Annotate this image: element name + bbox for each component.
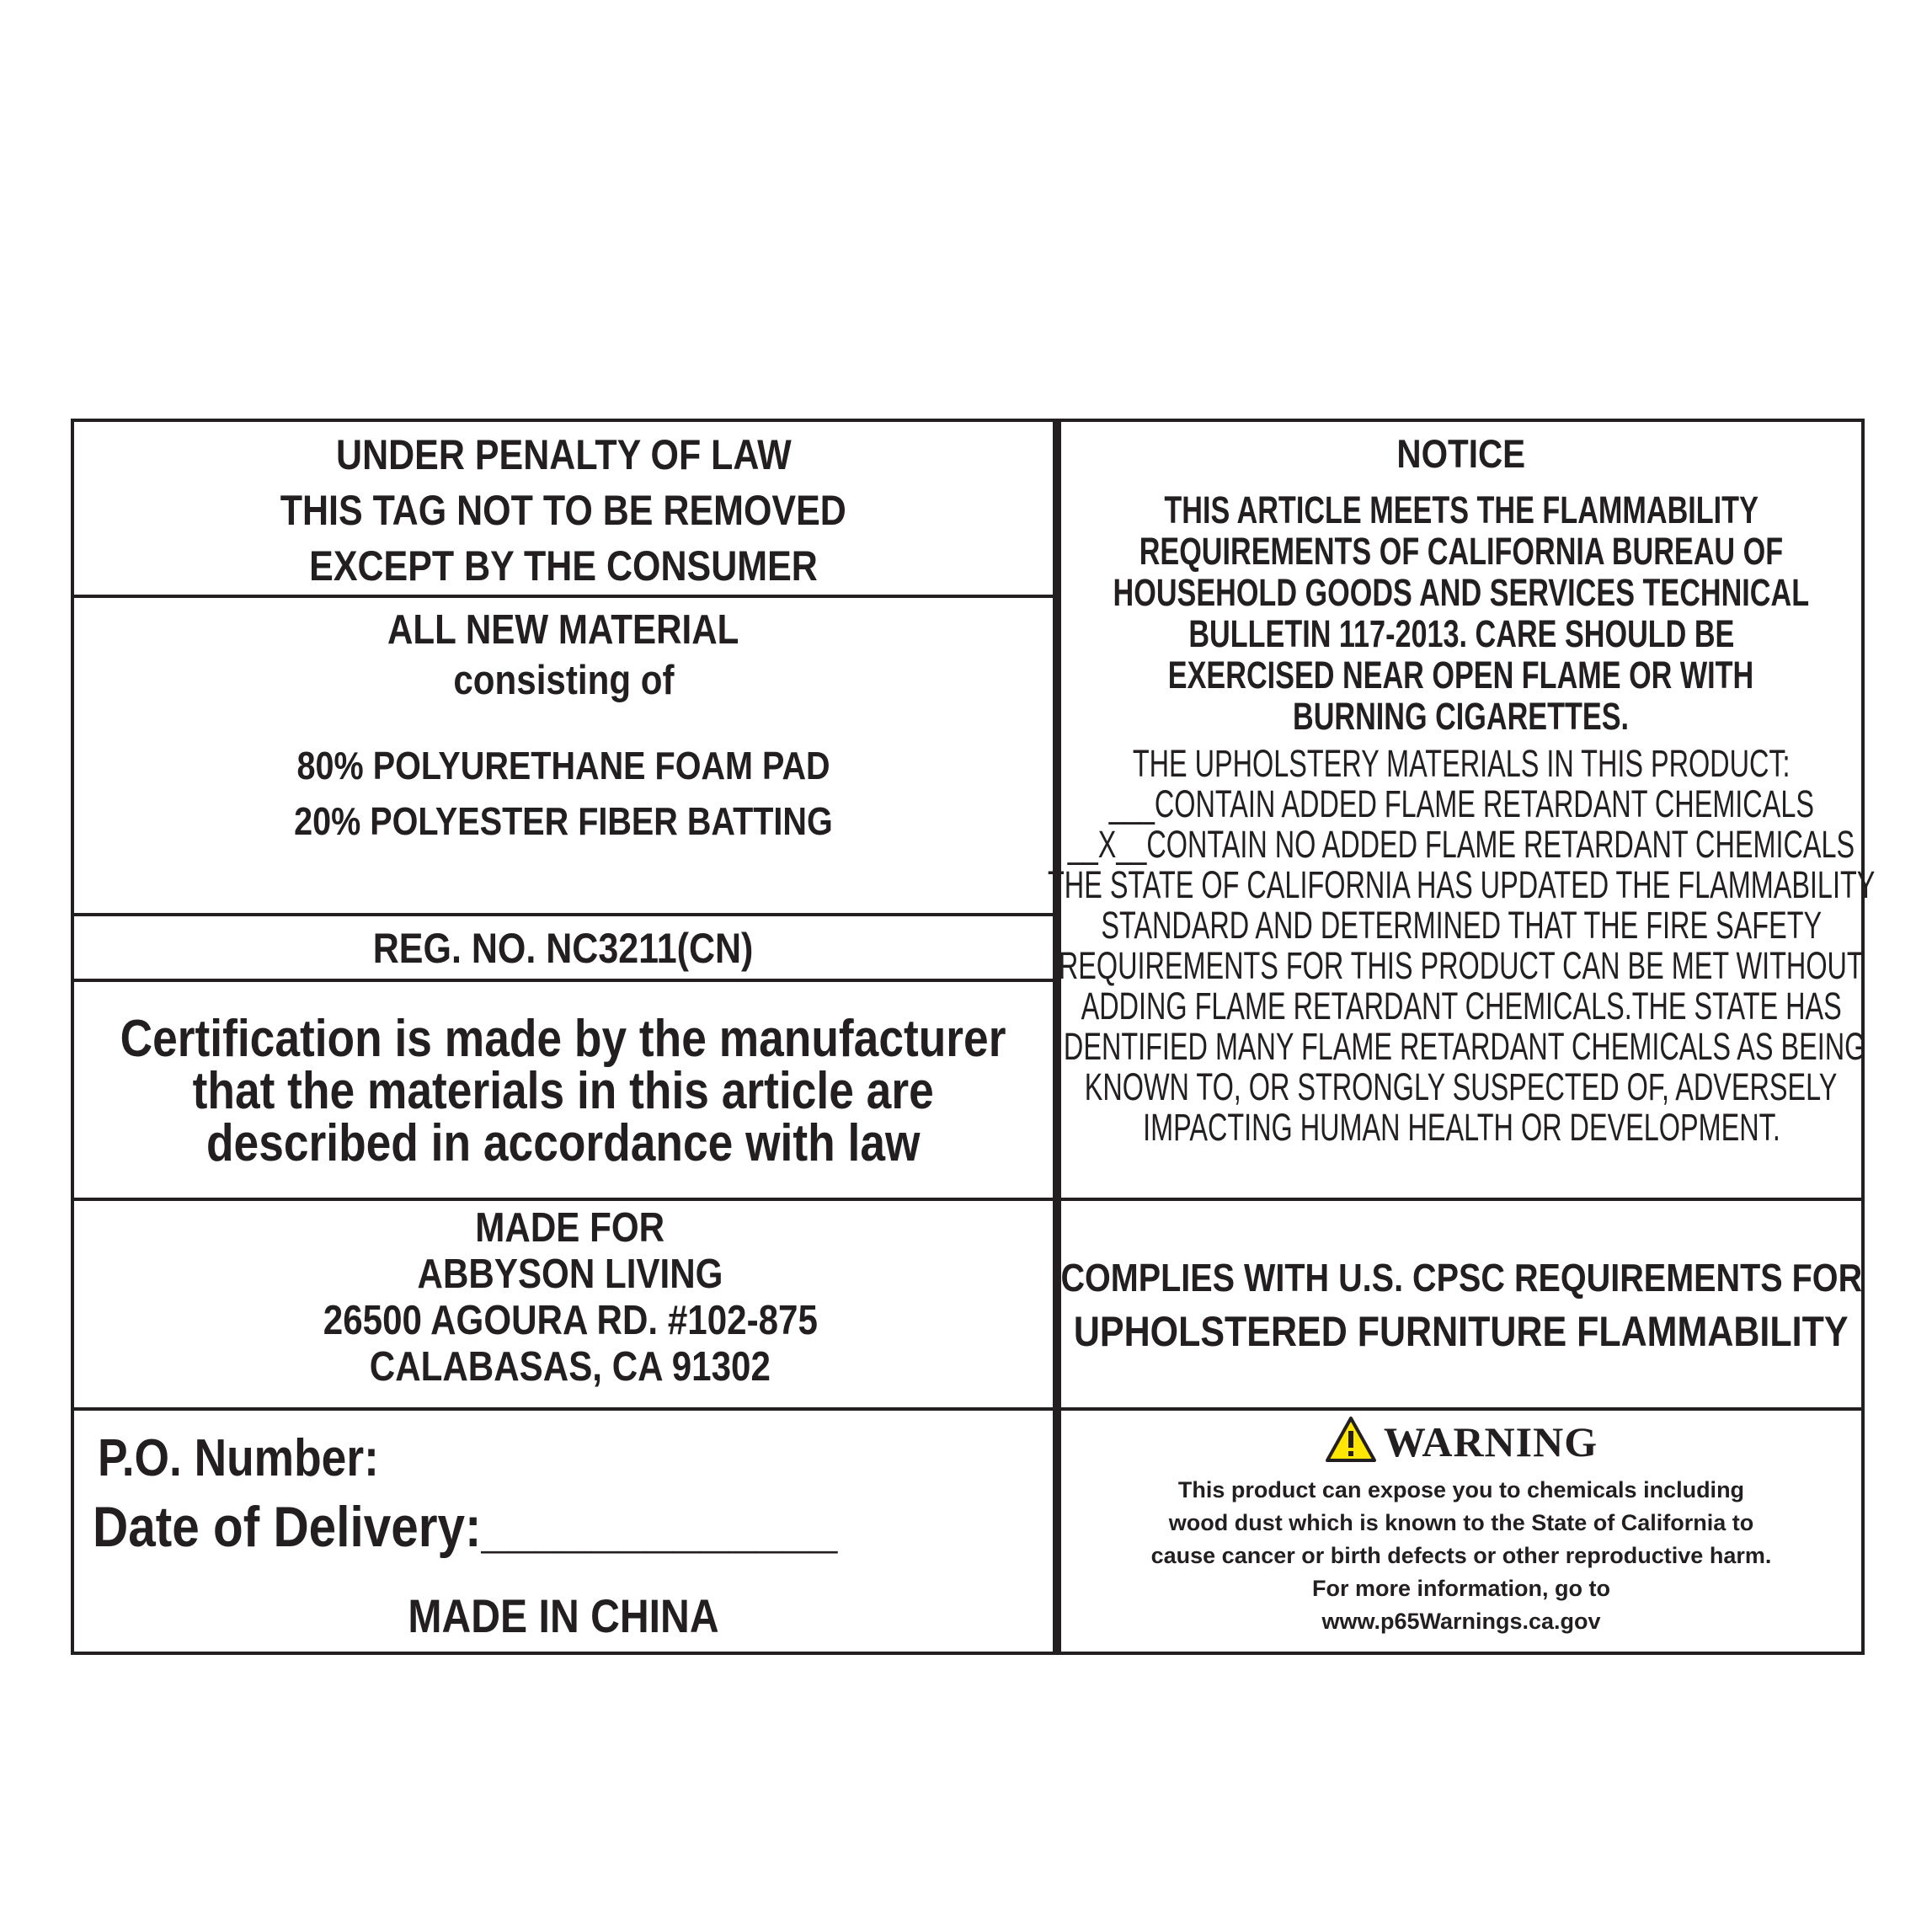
prop65-warning-section	[1061, 1416, 1861, 1656]
notice-body-line: IMPACTING HUMAN HEALTH OR DEVELOPMENT.	[1142, 1106, 1780, 1149]
notice-body-line: IDENTIFIED MANY FLAME RETARDANT CHEMICALS AS BEING	[1056, 1025, 1866, 1068]
made-for-line: MADE FOR	[475, 1205, 665, 1251]
notice-body-line: __X__CONTAIN NO ADDED FLAME RETARDANT CHEMICALS	[1067, 823, 1855, 866]
material-content: 80% POLYURETHANE FOAM PAD	[296, 744, 830, 787]
po-number-label: P.O. Number:	[98, 1429, 379, 1487]
penalty-line: UNDER PENALTY OF LAW	[335, 431, 792, 478]
warning-header	[1325, 1416, 1598, 1467]
warning-line: For more information, go to	[1312, 1576, 1610, 1601]
certification-section	[74, 986, 1053, 1197]
warning-line: wood dust which is known to the State of California to	[1168, 1510, 1754, 1535]
material-section	[74, 605, 1053, 908]
divider	[74, 1407, 1861, 1411]
notice-bold-line: REQUIREMENTS OF CALIFORNIA BUREAU OF	[1139, 530, 1784, 573]
cpsc-section	[1061, 1201, 1861, 1407]
notice-bold-line: BURNING CIGARETTES.	[1293, 695, 1630, 738]
notice-body-line: THE STATE OF CALIFORNIA HAS UPDATED THE FLAMMABILITY	[1047, 863, 1876, 906]
divider	[74, 913, 1053, 916]
country-of-origin: MADE IN CHINA	[408, 1589, 719, 1642]
notice-body-line: KNOWN TO, OR STRONGLY SUSPECTED OF, ADVERSELY	[1085, 1065, 1838, 1108]
reg-number: REG. NO. NC3211(CN)	[373, 925, 754, 972]
warning-line: This product can expose you to chemicals including	[1177, 1477, 1745, 1502]
notice-body-line: THE UPHOLSTERY MATERIALS IN THIS PRODUCT:	[1132, 742, 1791, 785]
warning-line: cause cancer or birth defects or other reproductive harm.	[1150, 1543, 1772, 1568]
notice-body-line: ADDING FLAME RETARDANT CHEMICALS.THE STATE HAS	[1081, 985, 1842, 1027]
notice-bold-line: BULLETIN 117-2013. CARE SHOULD BE	[1187, 612, 1735, 655]
cpsc-line: COMPLIES WITH U.S. CPSC REQUIREMENTS FOR	[1060, 1255, 1862, 1300]
made-for-section	[74, 1205, 1053, 1407]
penalty-line: EXCEPT BY THE CONSUMER	[309, 542, 818, 590]
penalty-line: THIS TAG NOT TO BE REMOVED	[280, 487, 847, 534]
warning-text	[1151, 1474, 1772, 1638]
notice-body-line: REQUIREMENTS FOR THIS PRODUCT CAN BE MET WITHOUT	[1059, 944, 1864, 987]
certification-line: described in accordance with law	[206, 1114, 921, 1172]
cpsc-line: UPHOLSTERED FURNITURE FLAMMABILITY	[1074, 1307, 1849, 1355]
reg-section	[74, 917, 1053, 979]
notice-bold-line: EXERCISED NEAR OPEN FLAME OR WITH	[1168, 654, 1754, 696]
penalty-section	[74, 427, 1053, 595]
order-section	[74, 1412, 1053, 1652]
material-subheading: consisting of	[452, 658, 675, 703]
notice-bold-line: THIS ARTICLE MEETS THE FLAMMABILITY	[1164, 488, 1759, 531]
made-for-line: CALABASAS, CA 91302	[369, 1344, 771, 1390]
certification-line: Certification is made by the manufacturer	[120, 1010, 1006, 1068]
notice-body-line: STANDARD AND DETERMINED THAT THE FIRE SAFETY	[1101, 904, 1822, 947]
made-for-line: 26500 AGOURA RD. #102-875	[323, 1298, 818, 1343]
notice-bold-line: HOUSEHOLD GOODS AND SERVICES TECHNICAL	[1113, 571, 1810, 614]
delivery-date-label: Date of Delivery:_____________	[93, 1495, 838, 1559]
law-label	[71, 419, 1876, 1655]
warning-url: www.p65Warnings.ca.gov	[1321, 1609, 1601, 1634]
notice-body-line: ___CONTAIN ADDED FLAME RETARDANT CHEMICALS	[1108, 782, 1814, 825]
material-heading: ALL NEW MATERIAL	[387, 607, 739, 653]
material-content: 20% POLYESTER FIBER BATTING	[294, 799, 833, 843]
certification-line: that the materials in this article are	[192, 1062, 935, 1120]
made-for-line: ABBYSON LIVING	[417, 1252, 723, 1297]
warning-title: WARNING	[1383, 1417, 1598, 1465]
notice-section	[1047, 430, 1876, 1197]
notice-title: NOTICE	[1396, 431, 1526, 476]
warning-triangle-icon	[1325, 1416, 1377, 1467]
